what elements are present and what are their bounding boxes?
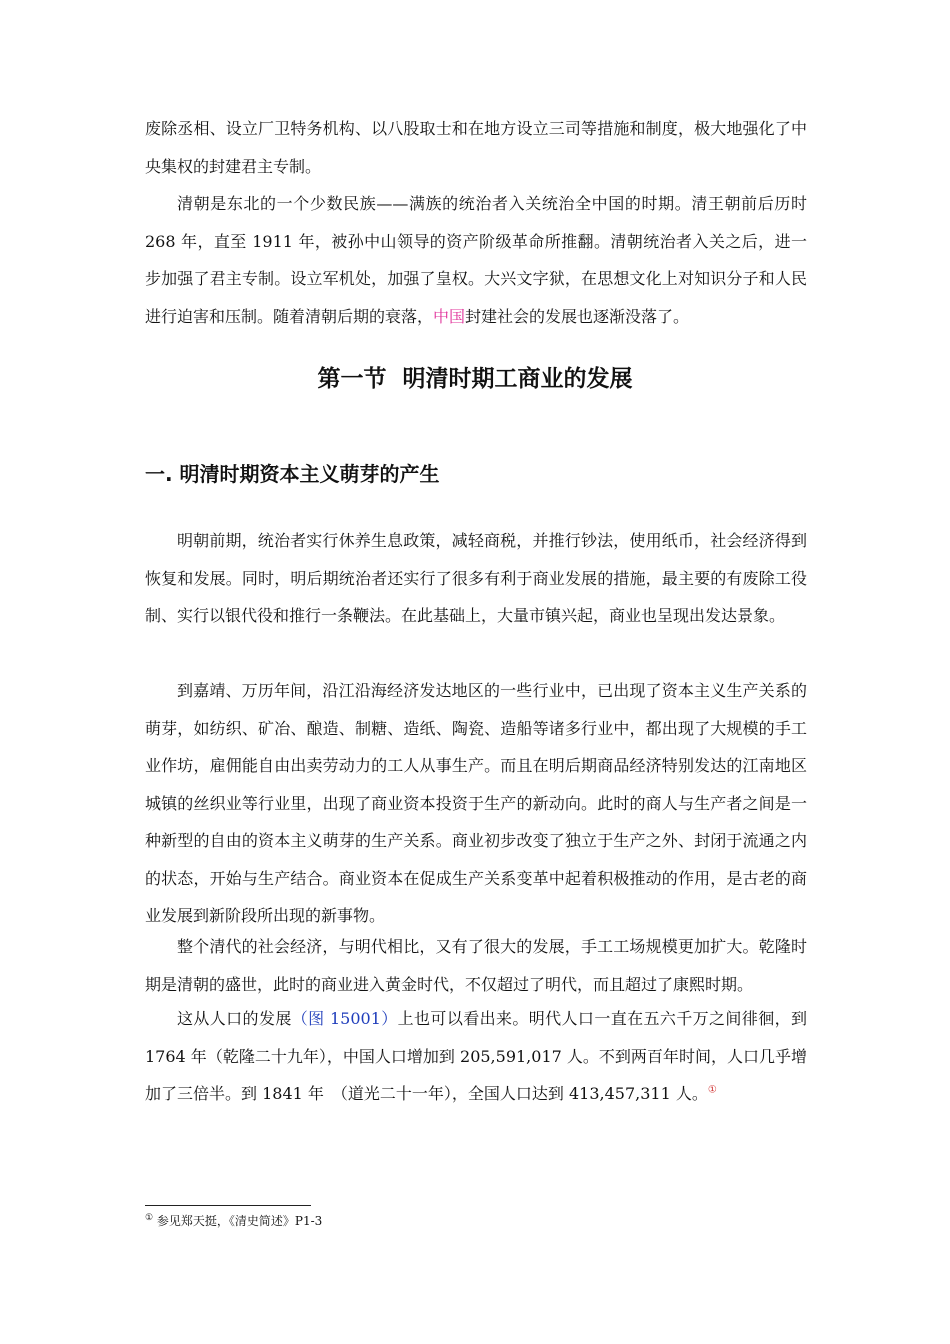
- footnote-reference[interactable]: ①: [707, 1084, 717, 1096]
- china-link[interactable]: 中国: [433, 306, 466, 326]
- body-paragraph-1: 明朝前期，统治者实行休养生息政策，减轻商税，并推行钞法，使用纸币，社会经济得到恢复和发展。同时，明后期统治者还实行了很多有利于商业发展的措施，最主要的有废除工役制、实行以银代役和推行一条鞭法。在此基础上，大量市镇兴起，商业也呈现出发达景象。: [145, 531, 807, 625]
- footnote: [145, 1212, 322, 1229]
- section-number: 第一节: [317, 366, 387, 392]
- body-paragraph-2: 到嘉靖、万历年间，沿江沿海经济发达地区的一些行业中，已出现了资本主义生产关系的萌芽，如纺织、矿冶、酿造、制糖、造纸、陶瓷、造船等诸多行业中，都出现了大规模的手工业作坊，雇佣能自由出卖劳动力的工人从事生产。而且在明后期商品经济特别发达的江南地区城镇的丝织业等行业里，出现了商业资本投资于生产的新动向。此时的商人与生产者之间是一种新型的自由的资本主义萌芽的生产关系。商业初步改变了独立于生产之外、封闭于流通之内的状态，开始与生产结合。商业资本在促成生产关系变革中起着积极推动的作用，是古老的商业发展到新阶段所出现的新事物。: [145, 681, 807, 925]
- section-name: 明清时期工商业的发展: [402, 366, 633, 392]
- footnote-marker: ①: [145, 1213, 154, 1223]
- figure-reference-link[interactable]: （图 15001）: [291, 1009, 398, 1028]
- body-paragraph-4-text-a: 这从人口的发展: [177, 1009, 292, 1028]
- footnote-text: 参见郑天挺，《清史简述》P1-3: [156, 1214, 323, 1228]
- subsection-title: 一. 明清时期资本主义萌芽的产生: [145, 462, 440, 486]
- body-paragraph-4: [145, 1000, 807, 1113]
- section-title: [0, 360, 950, 393]
- body-paragraph-3: 整个清代的社会经济，与明代相比，又有了很大的发展，手工工场规模更加扩大。乾隆时期是清朝的盛世，此时的商业进入黄金时代，不仅超过了明代，而且超过了康熙时期。: [145, 937, 807, 994]
- intro-paragraph-1: 废除丞相、设立厂卫特务机构、以八股取士和在地方设立三司等措施和制度，极大地强化了中央集权的封建君主专制。: [145, 119, 807, 176]
- intro-paragraph-2: [145, 185, 807, 335]
- intro-paragraph-2-text-b: 封建社会的发展也逐渐没落了。: [465, 306, 690, 326]
- footnote-separator: [145, 1205, 311, 1206]
- intro-paragraph-2-text-a: 清朝是东北的一个少数民族——满族的统治者入关统治全中国的时期。清王朝前后历时 268 年，直至 1911 年，被孙中山领导的资产阶级革命所推翻。清朝统治者入关之后，进一步加强了君主专制。设立军机处，加强了皇权。大兴文字狱，在思想文化上对知识分子和人民进行迫害和压制。随着清朝后期的衰落，: [145, 194, 807, 326]
- body-paragraph-4-text-b: 上也可以看出来。明代人口一直在五六千万之间徘徊，到 1764 年（乾隆二十九年），中国人口增加到 205,591,017 人。不到两百年时间，人口几乎增加了三倍半。到 1841 年 （道光二十一年），全国人口达到 413,457,311 人。: [145, 1009, 807, 1103]
